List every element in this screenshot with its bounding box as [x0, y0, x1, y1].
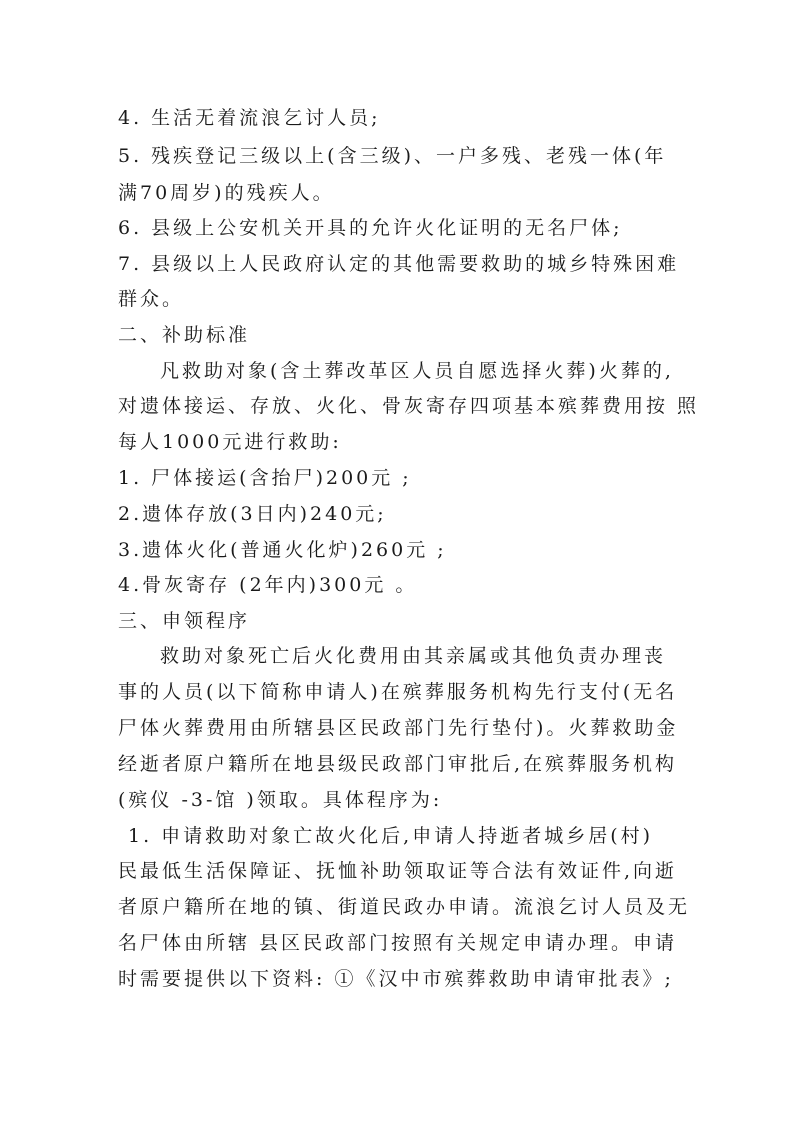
text-line: 经逝者原户籍所在地县级民政部门审批后,在殡葬服务机构: [118, 753, 678, 775]
text-line: 满70周岁)的残疾人。: [118, 182, 335, 204]
text-line: 4.骨灰寄存 (2年内)300元 。: [118, 574, 418, 596]
text-line: 5. 残疾登记三级以上(含三级)、一户多残、老残一体(年: [118, 145, 667, 167]
text-line: 每人1000元进行救助:: [118, 431, 342, 453]
text-line: 时需要提供以下资料: ①《汉中市殡葬救助申请审批表》;: [118, 968, 674, 990]
text-line: 对遗体接运、存放、火化、骨灰寄存四项基本殡葬费用按 照: [118, 395, 700, 417]
text-line: 群众。: [118, 288, 185, 310]
text-line: 3.遗体火化(普通火化炉)260元 ;: [118, 539, 447, 561]
text-line: 1. 尸体接运(含抬尸)200元 ;: [118, 467, 412, 489]
section-heading: 二、补助标准: [118, 324, 251, 346]
section-heading: 三、申领程序: [118, 610, 251, 632]
text-line: 凡救助对象(含土葬改革区人员自愿选择火葬)火葬的,: [160, 360, 674, 382]
text-line: 2.遗体存放(3日内)240元;: [118, 503, 387, 525]
text-line: 救助对象死亡后火化费用由其亲属或其他负责办理丧: [160, 645, 667, 667]
text-line: 名尸体由所辖 县区民政部门按照有关规定申请办理。申请: [118, 932, 678, 954]
text-line: (殡仪 -3-馆 )领取。具体程序为:: [118, 789, 443, 811]
text-line: 7. 县级以上人民政府认定的其他需要救助的城乡特殊困难: [118, 253, 680, 275]
text-line: 民最低生活保障证、抚恤补助领取证等合法有效证件,向逝: [118, 860, 678, 882]
text-line: 6. 县级上公安机关开具的允许火化证明的无名尸体;: [118, 217, 623, 239]
text-line: 1. 申请救助对象亡故火化后,申请人持逝者城乡居(村): [128, 825, 654, 847]
text-line: 者原户籍所在地的镇、街道民政办申请。流浪乞讨人员及无: [118, 896, 691, 918]
text-line: 尸体火葬费用由所辖县区民政部门先行垫付)。火葬救助金: [118, 717, 679, 739]
text-line: 4. 生活无着流浪乞讨人员;: [118, 107, 381, 129]
text-line: 事的人员(以下简称申请人)在殡葬服务机构先行支付(无名: [118, 681, 678, 703]
